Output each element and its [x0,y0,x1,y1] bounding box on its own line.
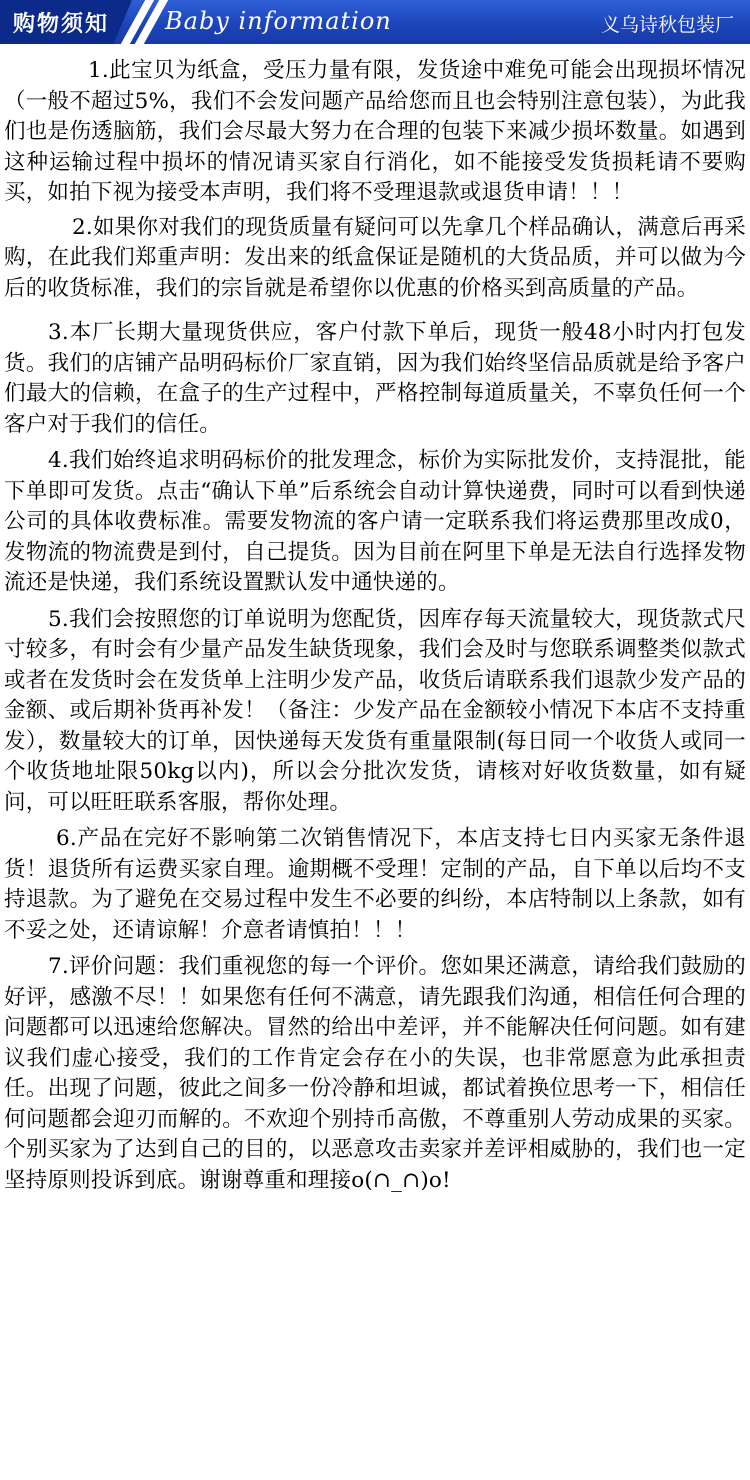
notice-paragraph: 1.此宝贝为纸盒，受压力量有限，发货途中难免可能会出现损坏情况（一般不超过5%，我们不会发问题产品给您而且也会特别注意包装），为此我们也是伤透脑筋，我们会尽最大努力在合理的包装下来减少损坏数量。如遇到这种运输过程中损坏的情况请买家自行消化，如不能接受发货损耗请不要购买，如拍下视为接受本声明，我们将不受理退款或退货申请！！！ [4,58,746,205]
header-bar [0,0,750,44]
notice-paragraph: 3.本厂长期大量现货供应，客户付款下单后，现货一般48小时内打包发货。我们的店铺产品明码标价厂家直销，因为我们始终坚信品质就是给予客户们最大的信赖，在盒子的生产过程中，严格控制每道质量关，不辜负任何一个客户对于我们的信任。 [4,320,746,437]
notice-paragraph: 7.评价问题：我们重视您的每一个评价。您如果还满意，请给我们鼓励的好评，感激不尽！！如果您有任何不满意，请先跟我们沟通，相信任何合理的问题都可以迅速给您解决。冒然的给出中差评，并不能解决任何问题。如有建议我们虚心接受，我们的工作肯定会存在小的失误，也非常愿意为此承担责任。出现了问题，彼此之间多一份冷静和坦诚，都试着换位思考一下，相信任何问题都会迎刃而解的。不欢迎个别持币高傲，不尊重别人劳动成果的买家。个别买家为了达到自己的目的，以恶意攻击卖家并差评相威胁的，我们也一定坚持原则投诉到底。谢谢尊重和理接o(∩_∩)o! [4,954,746,1193]
company-name: 义乌诗秋包装厂 [600,14,734,36]
notice-paragraph: 5.我们会按照您的订单说明为您配货，因库存每天流量较大，现货款式尺寸较多，有时会有少量产品发生缺货现象，我们会及时与您联系调整类似款式或者在发货时会在发货单上注明少发产品，收货后请联系我们退款少发产品的金额、或后期补货再补发！（备注：少发产品在金额较小情况下本店不支持重发），数量较大的订单，因快递每天发货有重量限制(每日同一个收货人或同一个收货地址限50kg以内)，所以会分批次发货，请核对好收货数量，如有疑问，可以旺旺联系客服，帮你处理。 [4,606,746,815]
notice-paragraph: 2.如果你对我们的现货质量有疑问可以先拿几个样品确认，满意后再采购，在此我们郑重声明：发出来的纸盒保证是随机的大货品质，并可以做为今后的收货标准，我们的宗旨就是希望你以优惠的价格买到高质量的产品。 [4,214,746,301]
notice-paragraph: 6.产品在完好不影响第二次销售情况下，本店支持七日内买家无条件退货！退货所有运费买家自理。逾期概不受理！定制的产品，自下单以后均不支持退款。为了避免在交易过程中发生不必要的纠纷，本店特制以上条款，如有不妥之处，还请谅解！介意者请慎拍！！！ [4,826,746,943]
notice-paragraph: 4.我们始终追求明码标价的批发理念，标价为实际批发价，支持混批，能下单即可发货。点击“确认下单”后系统会自动计算快递费，同时可以看到快递公司的具体收费标准。需要发物流的客户请一定联系我们将运费那里改成0，发物流的物流费是到付，自己提货。因为目前在阿里下单是无法自行选择发物流还是快递，我们系统设置默认发中通快递的。 [4,448,746,595]
header-subtitle: Baby information [165,7,392,35]
page-title: 购物须知 [13,12,110,37]
shopping-notice-body [4,56,746,1196]
